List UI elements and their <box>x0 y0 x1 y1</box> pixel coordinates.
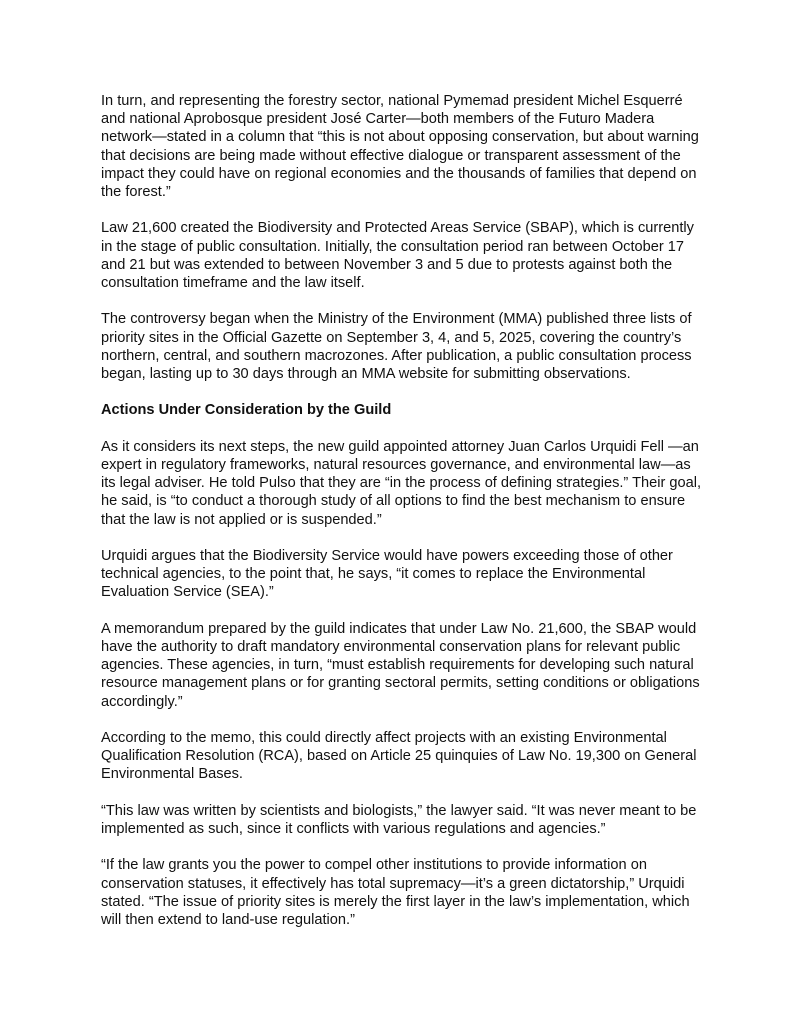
paragraph-forestry-sector: In turn, and representing the forestry sector, national Pymemad president Michel Esquerré and national Aprobosque president José Carter—both members of the Futuro Madera network—stated in a column that “this is not about opposing conservation, but about warning that decisions are being made without effective dialogue or transparent assessment of the impact they could have on regional economies and the thousands of families that depend on the forest.” <box>101 93 699 201</box>
document-page <box>101 92 705 947</box>
paragraph-controversy: The controversy began when the Ministry of the Environment (MMA) published three lists of priority sites in the Official Gazette on September 3, 4, and 5, 2025, covering the country’s northern, central, and southern macrozones. After publication, a public consultation process began, lasting up to 30 days through an MMA website for submitting observations. <box>101 311 692 383</box>
section-heading: Actions Under Consideration by the Guild <box>101 402 392 419</box>
paragraph-memo-rca: According to the memo, this could directly affect projects with an existing Environmental Qualification Resolution (RCA), based on Article 25 quinquies of Law No. 19,300 on General Environmental Bases. <box>101 730 697 783</box>
paragraph-green-dictatorship-quote: “If the law grants you the power to compel other institutions to provide information on conservation statuses, it effectively has total supremacy—it’s a green dictatorship,” Urquidi stated. “The issue of priority sites is merely the first layer in the law’s implementation, which will then extend to land-use regulation.” <box>101 857 690 928</box>
paragraph-urquidi-argues: Urquidi argues that the Biodiversity Service would have powers exceeding those of other technical agencies, to the point that, he says, “it comes to replace the Environmental Evaluation Service (SEA).” <box>101 548 673 601</box>
paragraph-memorandum: A memorandum prepared by the guild indicates that under Law No. 21,600, the SBAP would have the authority to draft mandatory environmental conservation plans for relevant public agencies. These agencies, in turn, “must establish requirements for developing such natural resource management plans or for granting sectoral permits, setting conditions or obligations accordingly.” <box>101 620 700 710</box>
paragraph-scientists-quote: “This law was written by scientists and biologists,” the lawyer said. “It was never meant to be implemented as such, since it conflicts with various regulations and agencies.” <box>101 802 697 837</box>
paragraph-law-21600: Law 21,600 created the Biodiversity and Protected Areas Service (SBAP), which is currently in the stage of public consultation. Initially, the consultation period ran between October 17 and 21 but was extended to between November 3 and 5 due to protests against both the consultation timeframe and the law itself. <box>101 220 694 292</box>
paragraph-legal-adviser: As it considers its next steps, the new guild appointed attorney Juan Carlos Urquidi Fell —an expert in regulatory frameworks, natural resources governance, and environmental law—as its legal adviser. He told Pulso that they are “in the process of defining strategies.” Their goal, he said, is “to conduct a thorough study of all options to find the best mechanism to ensure that the law is not applied or is suspended.” <box>101 438 702 528</box>
